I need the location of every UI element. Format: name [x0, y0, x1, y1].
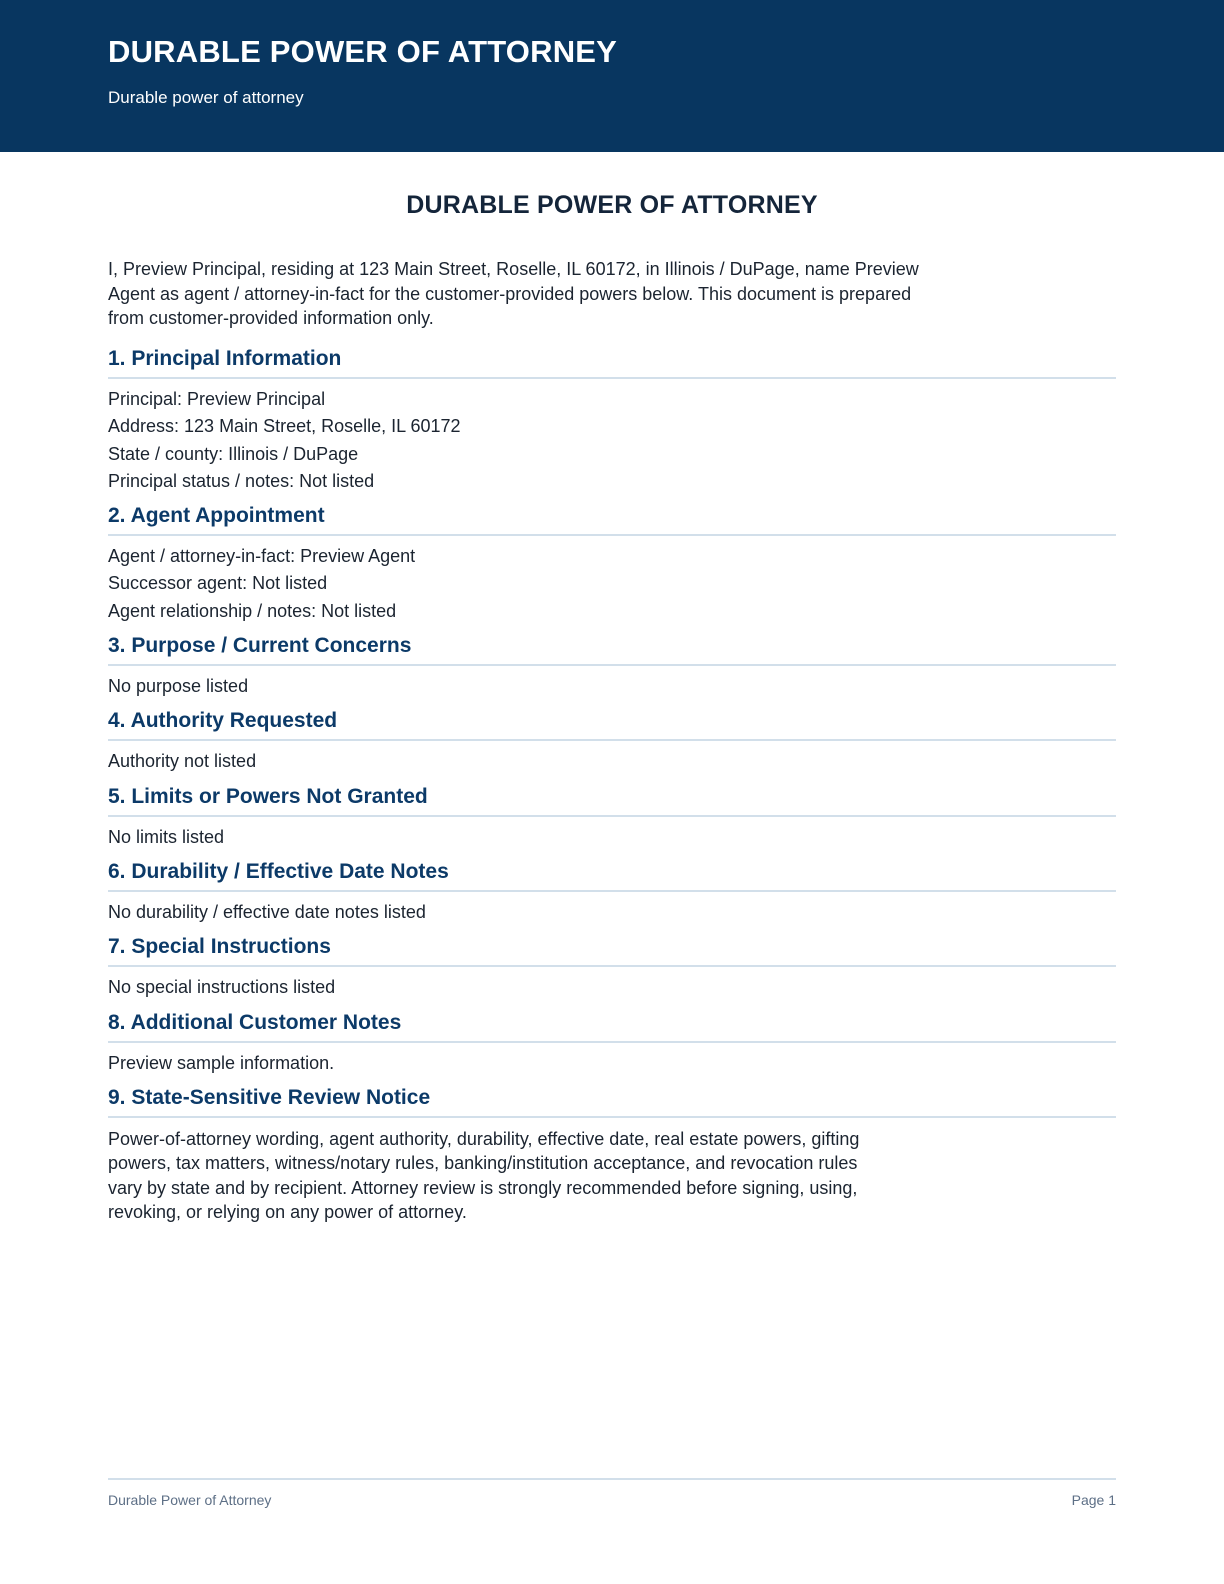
section-heading: 4. Authority Requested: [108, 709, 338, 733]
banner-subtitle: Durable power of attorney: [108, 88, 304, 107]
review-notice-paragraph: Power-of-attorney wording, agent authority, durability, effective date, real estate powers, gifting powers, tax matters, witness/notary rules, banking/institution acceptance, and revocation rules vary by state and by recipient. Attorney review is strongly recommended before signing, using, revoking, or relying on any power of attorney.: [108, 1128, 860, 1223]
section-heading: 2. Agent Appointment: [108, 504, 325, 528]
banner-title: DURABLE POWER OF ATTORNEY: [108, 34, 618, 69]
footer-document-name: Durable Power of Attorney: [108, 1492, 272, 1508]
section-line: No purpose listed: [108, 676, 249, 697]
section-heading: 7. Special Instructions: [108, 935, 331, 959]
section-heading: 3. Purpose / Current Concerns: [108, 634, 412, 658]
section-1: [108, 344, 1116, 495]
intro-paragraph: I, Preview Principal, residing at 123 Main Street, Roselle, IL 60172, in Illinois / DuPage, name Preview Agent as agent / attorney-in-fact for the customer-provided powers below. This document is prepared from customer-provided information only.: [108, 259, 919, 328]
section-heading: 1. Principal Information: [108, 347, 342, 370]
section-3: [108, 631, 1116, 700]
section-divider: [108, 377, 1116, 379]
section-divider: [108, 664, 1116, 666]
section-body: [108, 1050, 1116, 1077]
section-line: Preview sample information.: [108, 1052, 335, 1073]
section-line: No special instructions listed: [108, 977, 336, 998]
section-line: Successor agent: Not listed: [108, 573, 328, 594]
section-heading: 5. Limits or Powers Not Granted: [108, 784, 428, 808]
section-line: State / county: Illinois / DuPage: [108, 443, 359, 464]
section-heading: 6. Durability / Effective Date Notes: [108, 859, 449, 883]
section-6: [108, 857, 1116, 926]
section-line: Agent / attorney-in-fact: Preview Agent: [108, 546, 416, 567]
header-banner: [0, 0, 1224, 152]
section-body: [108, 824, 1116, 851]
document-sections: [108, 344, 1116, 1225]
section-divider: [108, 815, 1116, 817]
section-4: [108, 706, 1116, 775]
section-divider: [108, 890, 1116, 892]
footer-divider: [108, 1478, 1116, 1480]
section-line: Principal status / notes: Not listed: [108, 470, 375, 491]
section-heading: 9. State-Sensitive Review Notice: [108, 1085, 431, 1109]
section-7: [108, 932, 1116, 1001]
document-title: DURABLE POWER OF ATTORNEY: [406, 191, 818, 219]
section-2: [108, 501, 1116, 625]
section-heading: 8. Additional Customer Notes: [108, 1010, 402, 1034]
section-line: Principal: Preview Principal: [108, 389, 326, 409]
section-body: [108, 673, 1116, 700]
section-8: [108, 1008, 1116, 1077]
section-body: [108, 543, 1116, 625]
section-body: [108, 748, 1116, 775]
section-5: [108, 782, 1116, 851]
section-line: Address: 123 Main Street, Roselle, IL 60172: [108, 416, 461, 437]
section-divider: [108, 739, 1116, 741]
section-divider: [108, 534, 1116, 536]
section-body: [108, 974, 1116, 1001]
section-body: [108, 386, 1116, 495]
section-divider: [108, 1041, 1116, 1043]
section-line: Authority not listed: [108, 751, 257, 772]
section-divider: [108, 1116, 1116, 1118]
section-line: Agent relationship / notes: Not listed: [108, 600, 397, 621]
footer-page-number: Page 1: [1071, 1492, 1116, 1508]
section-body: [108, 1125, 1116, 1225]
section-9: [108, 1083, 1116, 1225]
section-line: No limits listed: [108, 826, 225, 847]
section-body: [108, 899, 1116, 926]
section-divider: [108, 965, 1116, 967]
section-line: No durability / effective date notes listed: [108, 901, 426, 922]
